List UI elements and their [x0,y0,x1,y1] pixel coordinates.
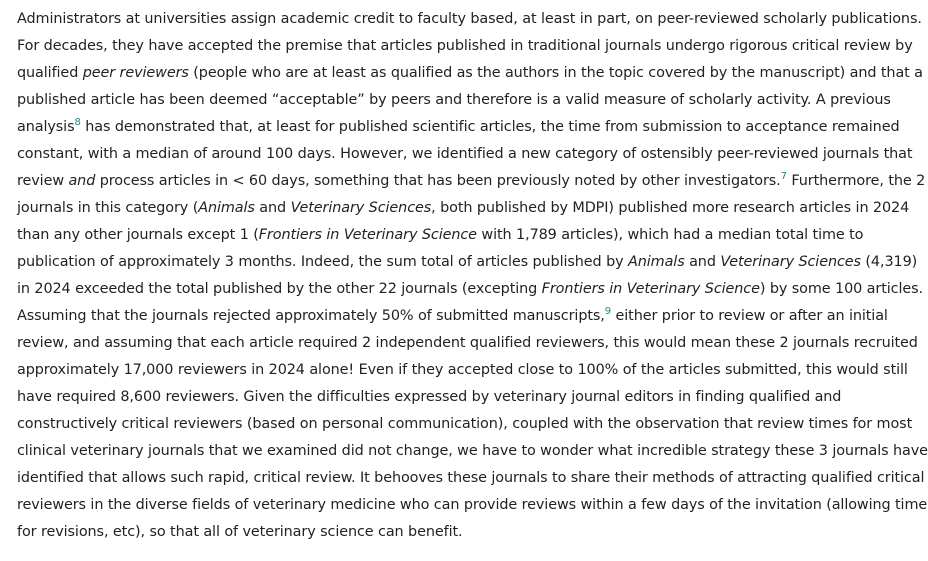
italic-text: Veterinary Sciences [720,254,861,270]
text-run: (4,319) [860,254,918,270]
text-line [17,303,897,330]
text-run: , both published by MDPI) published more research articles in 2024 [431,200,910,216]
text-run: and [684,254,721,270]
text-run: Furthermore, the 2 [786,173,926,189]
text-line [17,384,897,411]
text-run: (people who are at least as qualified as the authors in the topic covered by the manuscript) and that a [188,65,923,81]
text-line [17,6,922,33]
text-run: have required 8,600 reviewers. Given the difficulties expressed by veterinary journal editors in finding qualified and [17,389,842,405]
text-line [17,465,925,492]
text-line [17,330,918,357]
text-run: has demonstrated that, at least for published scientific articles, the time from submission to acceptance remained [80,119,900,135]
text-run: For decades, they have accepted the premise that articles published in traditional journals undergo rigorous critical review by [17,38,913,54]
italic-text: peer reviewers [82,65,189,81]
reference-link[interactable]: 9 [604,306,612,318]
text-run: reviewers in the diverse fields of veterinary medicine who can provide reviews within a few days of the invitation (allowing time [17,497,928,513]
text-run: constructively critical reviewers (based on personal communication), coupled with the observation that review times for most [17,416,913,432]
reference-link[interactable]: 7 [780,171,787,183]
text-run: published article has been deemed “acceptable” by peers and therefore is a valid measure of scholarly activity. A previous [17,92,891,108]
text-line [17,276,923,303]
italic-text: Frontiers in Veterinary Science [541,281,760,297]
text-run: clinical veterinary journals that we examined did not change, we have to wonder what incredible strategy these 3 journals have [17,443,928,459]
text-run: constant, with a median of around 100 days. However, we identified a new category of ostensibly peer-reviewed journals that [17,146,913,162]
text-run: identified that allows such rapid, critical review. It behooves these journals to share their methods of attracting qualified critical [17,470,925,486]
text-line [17,114,900,141]
italic-text: Animals [198,200,255,216]
text-line [17,60,923,87]
text-line [17,492,928,519]
text-run: approximately 17,000 reviewers in 2024 alone! Even if they accepted close to 100% of the articles submitted, this would still [17,362,908,378]
text-run: in 2024 exceeded the total published by the other 22 journals (excepting [17,281,542,297]
text-line [17,249,918,276]
text-run: for revisions, etc), so that all of veterinary science can benefit. [17,524,463,540]
text-run: Assuming that the journals rejected approximately 50% of submitted manuscripts, [17,308,605,324]
text-run: journals in this category ( [17,200,199,216]
text-run: ) by some 100 articles. [759,281,923,297]
text-line [17,411,913,438]
text-run: Administrators at universities assign academic credit to faculty based, at least in part, on peer-reviewed scholarly publications. [17,11,922,27]
text-line [17,195,910,222]
text-line [17,519,897,546]
text-line [17,168,926,195]
text-run: qualified [17,65,83,81]
text-run: either prior to review or after an initial [611,308,888,324]
text-run: with 1,789 articles), which had a median total time to [476,227,864,243]
italic-text: Frontiers in Veterinary Science [258,227,477,243]
reference-link[interactable]: 8 [74,117,81,129]
text-line [17,357,908,384]
text-line [17,141,913,168]
text-line [17,222,897,249]
text-run: review, and assuming that each article required 2 independent qualified reviewers, this would mean these 2 journals recruited [17,335,918,351]
text-run: analysis [17,119,75,135]
text-run: process articles in < 60 days, something that has been previously noted by other investigators. [95,173,781,189]
italic-text: and [68,173,96,189]
text-line [17,33,913,60]
italic-text: Veterinary Sciences [290,200,432,216]
text-run: review [17,173,69,189]
text-line [17,438,928,465]
text-run: and [254,200,291,216]
article-paragraph [17,6,928,546]
italic-text: Animals [628,254,685,270]
text-run: than any other journals except 1 ( [17,227,259,243]
text-run: publication of approximately 3 months. Indeed, the sum total of articles published by [17,254,628,270]
text-line [17,87,897,114]
